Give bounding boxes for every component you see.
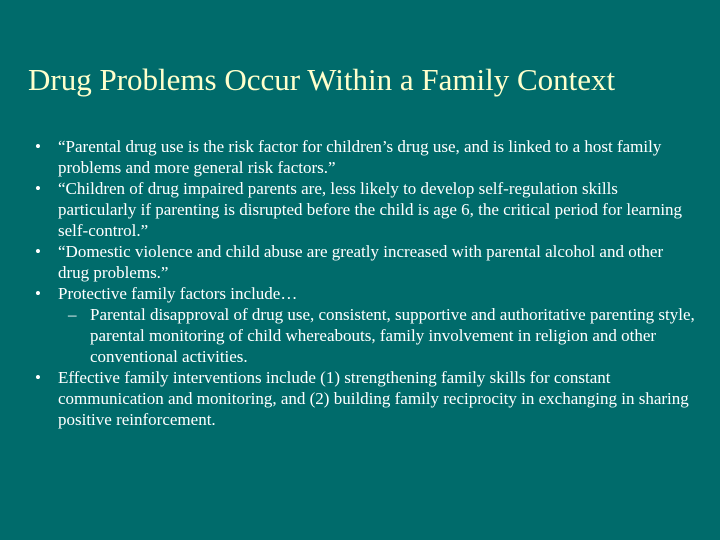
bullet-item: [28, 367, 698, 430]
bullet-text: Effective family interventions include (1) strengthening family skills for constant communication and monitoring, and (2) building family reciprocity in exchanging in sharing positive reinforcement.: [58, 368, 689, 429]
bullet-marker: •: [35, 284, 41, 303]
bullet-item: [28, 283, 698, 304]
bullet-marker: •: [35, 368, 41, 387]
sub-bullet-item: [28, 304, 698, 367]
sub-bullet-marker: –: [68, 305, 77, 324]
bullet-item: [28, 136, 698, 178]
bullet-marker: •: [35, 179, 41, 198]
bullet-text: “Parental drug use is the risk factor for children’s drug use, and is linked to a host family problems and more general risk factors.”: [58, 137, 662, 177]
sub-bullet-text: Parental disapproval of drug use, consistent, supportive and authoritative parenting style, parental monitoring of child whereabouts, family involvement in religion and other conventional activities.: [90, 305, 695, 366]
bullet-item: [28, 241, 698, 283]
bullet-marker: •: [35, 242, 41, 261]
slide-title: Drug Problems Occur Within a Family Context: [28, 62, 616, 97]
bullet-item: [28, 178, 698, 241]
bullet-text: “Children of drug impaired parents are, less likely to develop self-regulation skills particularly if parenting is disrupted before the child is age 6, the critical period for learning self-control.”: [58, 179, 683, 240]
bullet-marker: •: [35, 137, 41, 156]
bullet-text: Protective family factors include…: [58, 284, 298, 303]
bullet-text: “Domestic violence and child abuse are greatly increased with parental alcohol and other drug problems.”: [58, 242, 664, 282]
slide-body: [28, 136, 698, 430]
